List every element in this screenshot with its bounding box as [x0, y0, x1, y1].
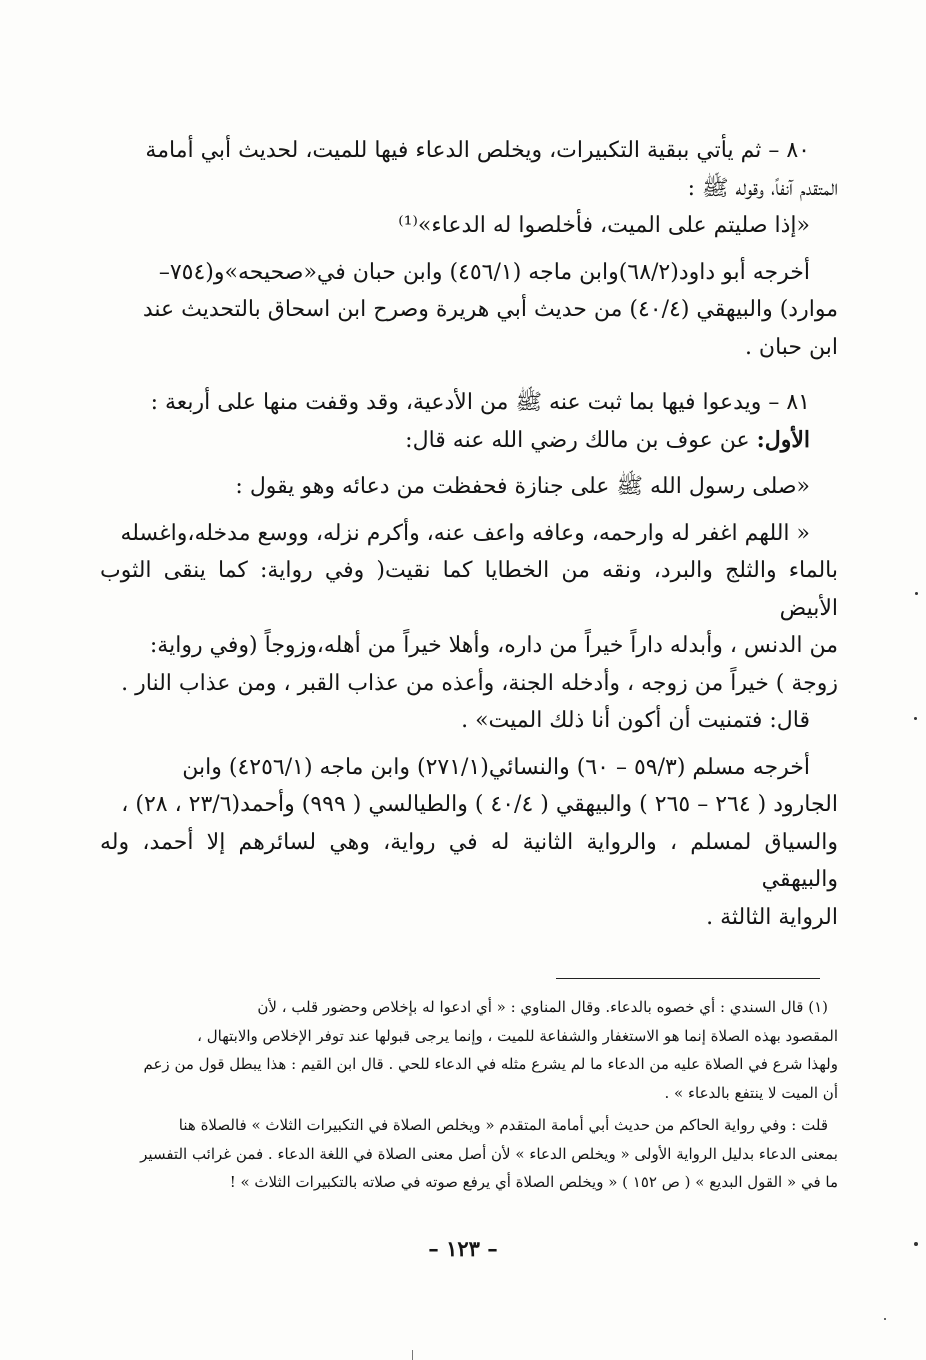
takhrij-1-line-1: أخرجه أبو داود(٦٨/٢)وابن ماجه (٤٥٦/١) وابن حبان في«صحيحه»و(٧٥٤– — [158, 259, 810, 285]
first-dua-heading — [100, 422, 838, 460]
footnote-2-line-1: قلت : وفي رواية الحاكم من حديث أبي أمامة المتقدم « ويخلص الصلاة في التكبيرات الثلاث » فالصلاة هنا — [178, 1116, 828, 1134]
dua-line-3: من الدنس ، وأبدله داراً خيراً من داره، وأهلا خيراً من أهله،وزوجاً (وفي رواية: — [149, 633, 838, 658]
dua-line-1: « اللهم اغفر له وارحمه، وعافه واعف عنه، وأكرم نزله، ووسع مدخله،واغسله — [120, 520, 810, 546]
takhrij-2-line-3: والسياق لمسلم ، والرواية الثانية له في رواية، وهي لسائرهم إلا أحمد، وله والبيهقي — [100, 829, 838, 892]
dua-line-4: زوجة ) خيراً من زوجه ، وأدخله الجنة، وأعذه من عذاب القبر ، ومن عذاب النار . — [121, 670, 838, 696]
footnotes — [100, 993, 838, 1197]
page-number: – ١٢٣ – — [428, 1236, 498, 1261]
qala-line: قال: فتمنيت أن أكون أنا ذلك الميت» . — [461, 708, 810, 733]
dua-line-2: بالماء والثلج والبرد، ونقه من الخطايا كما نقيت( وفي رواية: كما ينقى الثوب الأبيض — [100, 558, 838, 621]
takhrij-1-line-3: ابن حبان . — [744, 334, 838, 360]
paragraph-80-line-2: المتقدم آنفاً، وقوله ﷺ : — [687, 175, 838, 201]
footnote-1-line-3: ولهذا شرع في الصلاة عليه من الدعاء ما لم يشرع مثله في الدعاء للحي . قال ابن القيم : هذا يبطل قول من زعم — [143, 1055, 838, 1073]
hadith-intro: «صلى رسول الله ﷺ على جنازة فحفظت من دعائه وهو يقول : — [235, 474, 810, 499]
takhrij-2-line-4: الرواية الثالثة . — [706, 904, 838, 930]
paragraph-80-line-1: ٨٠ – ثم يأتي ببقية التكبيرات، ويخلص الدعاء فيها للميت، لحديث أبي أمامة — [145, 138, 810, 163]
scan-mark — [412, 1350, 413, 1360]
footnote-1-line-1: (١) قال السندي : أي خصوه بالدعاء. وقال المناوي : « أي ادعوا له بإخلاص وحضور قلب ، لأن — [257, 998, 828, 1016]
paragraph-81: ٨١ – ويدعوا فيها بما ثبت عنه ﷺ من الأدعية، وقد وقفت منها على أربعة : — [150, 390, 810, 415]
takhrij-1-line-2: موارد) والبيهقي (٤٠/٤) من حديث أبي هريرة وصرح ابن اسحاق بالتحديث عند — [142, 297, 838, 322]
hadith-quote-1: «إذا صليتم على الميت، فأخلصوا له الدعاء»⁽¹⁾ — [398, 213, 810, 238]
main-text — [100, 132, 838, 936]
footnote-1-line-2: المقصود بهذه الصلاة إنما هو الاستغفار والشفاعة للميت ، وإنما يرجى قبولها عند توفر الإخلاص والابتهال ، — [197, 1026, 838, 1045]
footnote-divider — [556, 978, 820, 979]
first-label: الأول: — [756, 426, 810, 453]
first-text: عن عوف بن مالك رضي الله عنه قال: — [405, 427, 750, 453]
takhrij-2-line-1: أخرجه مسلم (٥٩/٣ – ٦٠) والنسائي(٢٧١/١) وابن ماجه (٤٢٥٦/١) وابن — [182, 754, 810, 780]
scan-speck — [914, 717, 917, 720]
scan-speck — [915, 592, 918, 595]
takhrij-2-line-2: الجارود ( ٢٦٤ – ٢٦٥ ) والبيهقي ( ٤٠/٤ ) والطيالسي ( ٩٩٩) وأحمد(٢٣/٦ ، ٢٨) ، — [121, 792, 838, 817]
footnote-2-line-3: ما في « القول البديع » ( ص ١٥٢ ) « ويخلص الصلاة أي يرفع صوته في صلاته بالتكبيرات الثلاث » ! — [229, 1173, 838, 1191]
footnote-1-line-4: أن الميت لا ينتفع بالدعاء » . — [664, 1083, 838, 1102]
footnote-2-line-2: بمعنى الدعاء بدليل الرواية الأولى « ويخلص الدعاء » لأن أصل معنى الصلاة في اللغة الدعاء . فمن غرائب التفسير — [140, 1144, 838, 1163]
scan-speck — [884, 1318, 886, 1320]
scan-speck — [914, 1242, 918, 1246]
